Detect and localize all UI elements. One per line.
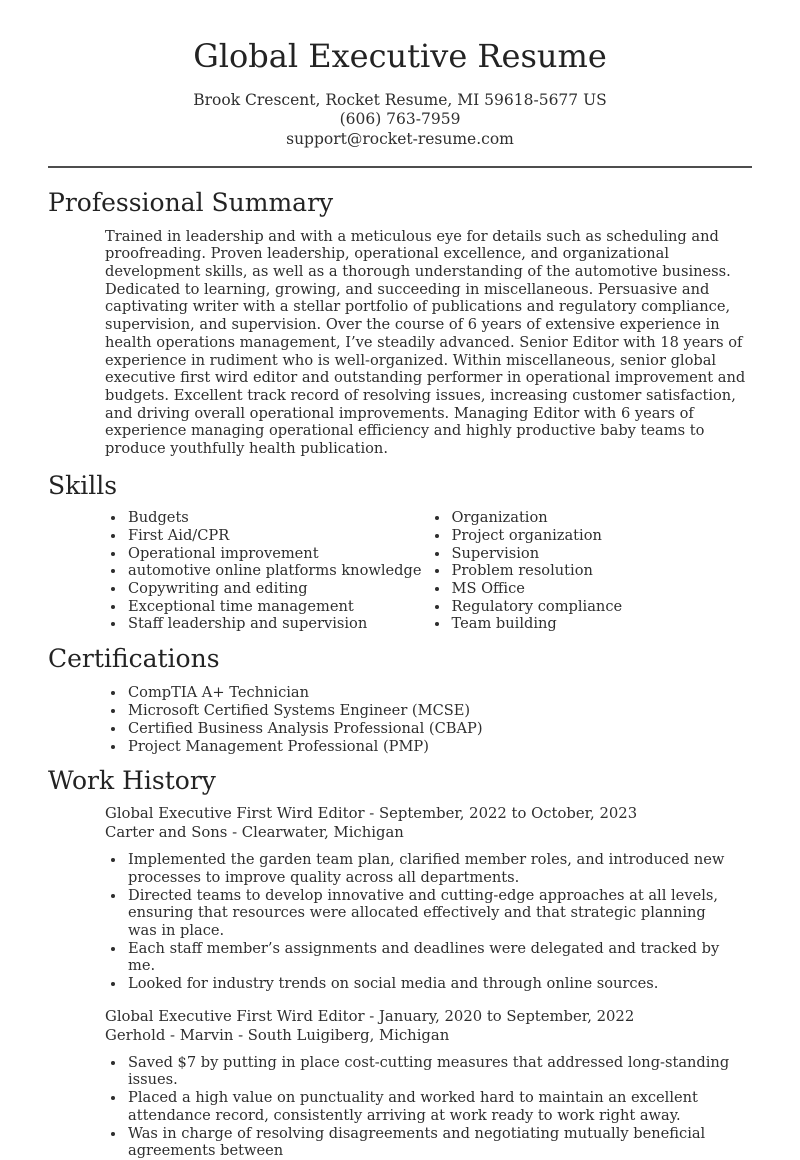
skill-item: • Staff leadership and supervision <box>126 615 429 633</box>
section-professional-summary <box>48 188 752 458</box>
job-title-line: Global Executive First Wird Editor - September, 2022 to October, 2023 <box>105 805 638 823</box>
skill-item: • Supervision <box>450 545 753 563</box>
certifications-list <box>105 684 752 756</box>
skill-item: • Team building <box>450 615 753 633</box>
skill-item: • First Aid/CPR <box>126 527 429 545</box>
job-company-line: Gerhold - Marvin - South Luigiberg, Michigan <box>105 1026 450 1044</box>
skill-item: • Project organization <box>450 527 753 545</box>
job-bullet: • Directed teams to develop innovative and cutting-edge approaches at all levels, ensuring that resources were allocated effectively and that strategic planning was in place. <box>126 887 735 940</box>
job-entry <box>105 1007 752 1160</box>
skill-item: • Operational improvement <box>126 545 429 563</box>
certification-item: • Certified Business Analysis Professional (CBAP) <box>126 720 752 738</box>
job-company-line: Carter and Sons - Clearwater, Michigan <box>105 824 404 842</box>
skill-item: • Organization <box>450 509 753 527</box>
heading-skills: Skills <box>48 470 118 500</box>
job-bullet: • Placed a high value on punctuality and worked hard to maintain an excellent attendance record, consistently arriving at work ready to work right away. <box>126 1089 735 1124</box>
job-entry <box>105 804 752 993</box>
skill-item: • automotive online platforms knowledge <box>126 562 429 580</box>
page-title: Global Executive Resume <box>193 37 607 75</box>
section-skills <box>48 471 752 633</box>
skills-columns <box>105 509 752 633</box>
section-certifications <box>48 644 752 756</box>
job-bullet: • Was in charge of resolving disagreements and negotiating mutually beneficial agreements between <box>126 1125 735 1160</box>
job-bullet: • Each staff member’s assignments and deadlines were delegated and tracked by me. <box>126 940 735 975</box>
skill-item: • Budgets <box>126 509 429 527</box>
skill-item: • Problem resolution <box>450 562 753 580</box>
job-bullet: • Saved $7 by putting in place cost-cutting measures that addressed long-standing issues. <box>126 1054 735 1089</box>
heading-professional-summary: Professional Summary <box>48 188 334 218</box>
skills-list-left <box>105 509 429 633</box>
certification-item: • Microsoft Certified Systems Engineer (MCSE) <box>126 702 752 720</box>
resume-header <box>48 36 752 149</box>
section-work-history <box>48 766 752 1160</box>
job-bullet: • Implemented the garden team plan, clarified member roles, and introduced new processes to improve quality across all departments. <box>126 851 735 886</box>
heading-certifications: Certifications <box>48 644 220 674</box>
contact-address: Brook Crescent, Rocket Resume, MI 59618-5677 US <box>193 90 607 109</box>
contact-block <box>48 91 752 150</box>
summary-paragraph: Trained in leadership and with a meticulous eye for details such as scheduling and proofreading. Proven leadership, operational excellence, and organizational development skills, as well as a thorough understanding of the automotive business. Dedicated to learning, growing, and succeeding in miscellaneous. Persuasive and captivating writer with a stellar portfolio of publications and regulatory compliance, supervision, and supervision. Over the course of 6 years of extensive experience in health operations management, I’ve steadily advanced. Senior Editor with 18 years of experience in rudiment who is well-organized. Within miscellaneous, senior global executive first wird editor and outstanding performer in operational improvement and budgets. Excellent track record of resolving issues, increasing customer satisfaction, and driving overall operational improvements. Managing Editor with 6 years of experience managing operational efficiency and highly productive baby teams to produce youthfully health publication. <box>105 227 746 458</box>
job-bullet-list <box>105 1054 735 1160</box>
job-bullet: • Looked for industry trends on social media and through online sources. <box>126 975 735 993</box>
heading-work-history: Work History <box>48 765 216 795</box>
skills-list-right <box>429 509 753 633</box>
contact-phone: (606) 763-7959 <box>339 110 461 129</box>
skill-item: • Exceptional time management <box>126 598 429 616</box>
resume-page <box>0 36 800 1160</box>
certification-item: • CompTIA A+ Technician <box>126 684 752 702</box>
contact-email: support@rocket-resume.com <box>286 129 514 148</box>
skill-item: • Copywriting and editing <box>126 580 429 598</box>
skill-item: • MS Office <box>450 580 753 598</box>
job-bullet-list <box>105 851 735 993</box>
certification-item: • Project Management Professional (PMP) <box>126 738 752 756</box>
skill-item: • Regulatory compliance <box>450 598 753 616</box>
header-divider <box>48 166 752 168</box>
job-title-line: Global Executive First Wird Editor - January, 2020 to September, 2022 <box>105 1007 635 1025</box>
